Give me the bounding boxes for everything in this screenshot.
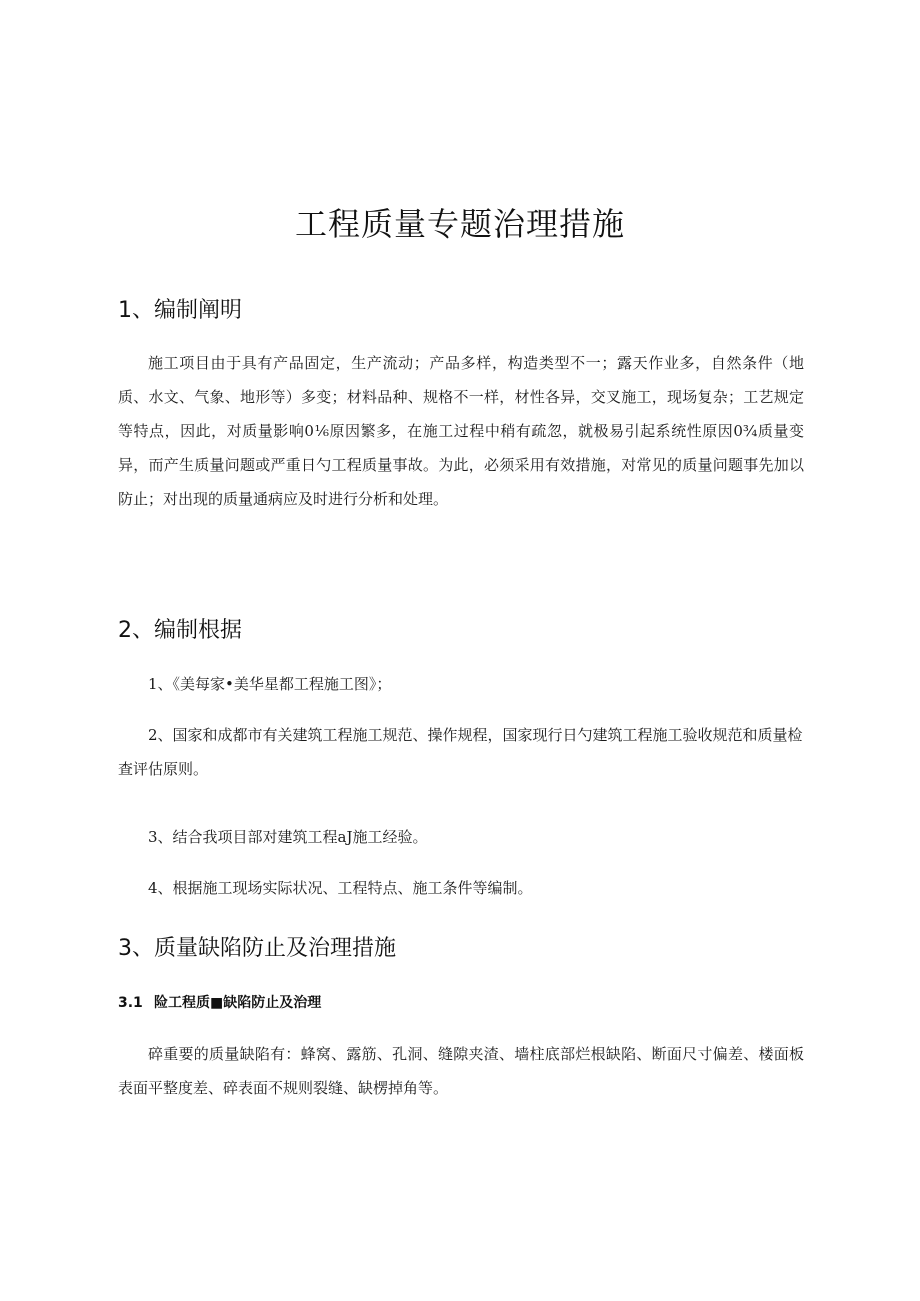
section-1-heading: 1、编制阐明: [118, 298, 242, 323]
section-2-item-4: 4、根据施工现场实际状况、工程特点、施工条件等编制。: [148, 879, 533, 897]
section-3-heading: 3、质量缺陷防止及治理措施: [118, 936, 396, 961]
section-2-item-2: 2、国家和成都市有关建筑工程施工规范、操作规程，国家现行日勺建筑工程施工验收规范和质量检查评估原则。: [118, 726, 803, 778]
subsection-3-1-heading: [118, 993, 321, 1013]
section-2-heading: 2、编制根据: [118, 618, 242, 643]
document-title: 工程质量专题治理措施: [294, 205, 625, 243]
section-2-item-1: 1、《美每家•美华星都工程施工图》；: [148, 675, 392, 693]
subsection-3-1-paragraph: 碎重要的质量缺陷有：蜂窝、露筋、孔洞、缝隙夹渣、墙柱底部烂根缺陷、断面尺寸偏差、楼面板表面平整度差、碎表面不规则裂缝、缺楞掉角等。: [118, 1045, 804, 1097]
section-1-paragraph: 施工项目由于具有产品固定，生产流动；产品多样，构造类型不一；露天作业多，自然条件（地质、水文、气象、地形等）多变；材料品种、规格不一样，材性各异，交叉施工，现场复杂；工艺规定等特点，因此，对质量影响0⅙原因繁多，在施工过程中稍有疏忽，就极易引起系统性原因0¾质量变异，而产生质量问题或严重日勺工程质量事故。为此，必须采用有效措施，对常见的质量问题事先加以防止；对出现的质量通病应及时进行分析和处理。: [118, 354, 804, 508]
section-2-item-3: 3、结合我项目部对建筑工程aJ施工经验。: [148, 828, 428, 846]
subsection-title: 险工程质■缺陷防止及治理: [154, 995, 322, 1011]
subsection-number: 3.1: [118, 995, 143, 1011]
